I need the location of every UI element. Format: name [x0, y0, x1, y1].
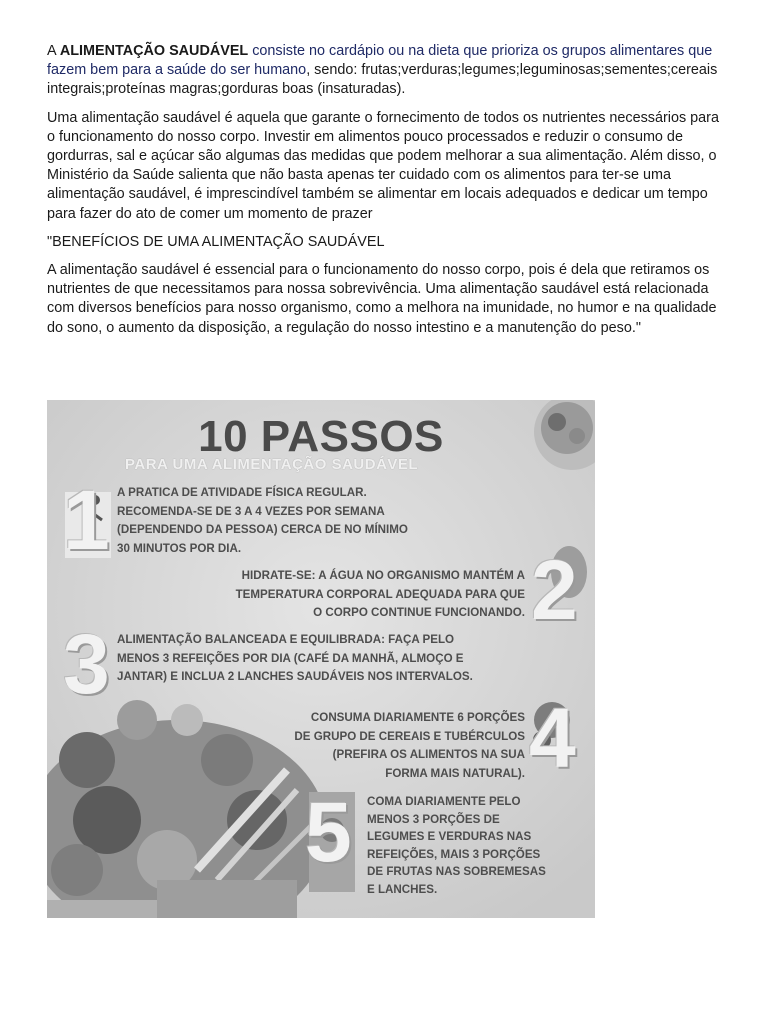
intro-bold-term: ALIMENTAÇÃO SAUDÁVEL — [59, 43, 249, 59]
step-5-line: MENOS 3 PORÇÕES DE — [367, 812, 500, 826]
step-3-line: JANTAR) E INCLUA 2 LANCHES SAUDÁVEIS NOS INTERVALOS. — [117, 670, 473, 683]
step-4-line: CONSUMA DIARIAMENTE 6 PORÇÕES — [310, 711, 525, 724]
step-3-text — [117, 631, 473, 687]
infographic-subtitle: PARA UMA ALIMENTAÇÃO SAUDÁVEL — [125, 456, 419, 473]
intro-prefix: A — [47, 43, 60, 59]
step-4-line: FORMA MAIS NATURAL). — [385, 766, 525, 780]
step-4-line: DE GRUPO DE CEREAIS E TUBÉRCULOS — [294, 729, 525, 743]
step-1-text — [117, 484, 408, 558]
intro-rest: , sendo: frutas;verduras;legumes;leguminosas;sementes;cereais integrais;proteínas magras;gorduras boas (insaturadas). — [47, 62, 718, 98]
step-2-line: HIDRATE-SE: A ÁGUA NO ORGANISMO MANTÉM A — [241, 569, 525, 582]
step-5-line: REFEIÇÕES, MAIS 3 PORÇÕES — [367, 847, 541, 861]
step-2-line: O CORPO CONTINUE FUNCIONANDO. — [313, 606, 525, 619]
step-5-line: E LANCHES. — [367, 882, 438, 896]
step-2-line: TEMPERATURA CORPORAL ADEQUADA PARA QUE — [235, 587, 525, 601]
paragraph-benefits: A alimentação saudável é essencial para o funcionamento do nosso corpo, pois é dela que retiramos os nutrientes de que necessitamos para nossa sobrevivência. Uma alimentação saudável está relacionada com diversos benefícios para nosso organismo, como a melhora na imunidade, no humor e na qualidade do sono, o aumento da disposição, a regulação do nosso intestino e a manutenção do peso." — [47, 262, 717, 336]
step-1-line: A PRATICA DE ATIVIDADE FÍSICA REGULAR. — [117, 486, 367, 499]
step-3-line: MENOS 3 REFEIÇÕES POR DIA (CAFÉ DA MANHÃ, ALMOÇO E — [117, 651, 464, 665]
step-5-line: LEGUMES E VERDURAS NAS — [367, 830, 532, 843]
step-1-line: 30 MINUTOS POR DIA. — [117, 541, 242, 555]
step-1-line: (DEPENDENDO DA PESSOA) CERCA DE NO MÍNIMO — [117, 523, 408, 536]
infographic-title: 10 PASSOS — [198, 412, 444, 461]
step-4-line: (PREFIRA OS ALIMENTOS NA SUA — [332, 748, 525, 761]
step-5-line: DE FRUTAS NAS SOBREMESAS — [367, 865, 546, 878]
step-number-5: 5 — [305, 785, 352, 879]
step-4-text — [294, 709, 525, 783]
step-number-1: 1 — [63, 473, 110, 567]
step-number-4: 4 — [529, 691, 576, 785]
step-number-3: 3 — [63, 617, 110, 711]
infographic-10-passos — [47, 400, 595, 918]
step-number-2: 2 — [531, 543, 578, 637]
paragraph-healthy-diet: Uma alimentação saudável é aquela que garante o fornecimento de todos os nutrientes necessários para o funcionamento do nosso corpo. Investir em alimentos pouco processados e reduzir o consumo de gordurras, sal e açúcar são algumas das medidas que podem melhorar a sua alimentação. Além disso, o Ministério da Saúde salienta que não basta apenas ter cuidado com os alimentos para ter-se uma alimentação saudável, é imprescindível também se alimentar em locais adequados e dedicar um tempo para fazer do ato de comer um momento de prazer — [47, 109, 719, 222]
step-3-line: ALIMENTAÇÃO BALANCEADA E EQUILIBRADA: FAÇA PELO — [117, 633, 455, 646]
document-body — [47, 42, 727, 347]
intro-paragraph — [47, 42, 727, 100]
step-5-text — [367, 793, 546, 898]
step-2-text — [236, 567, 525, 623]
step-5-line: COMA DIARIAMENTE PELO — [367, 795, 521, 808]
intro-highlight: consiste no cardápio ou na dieta que prioriza os grupos alimentares que fazem bem para a saúde do ser humano — [47, 43, 713, 79]
step-1-line: RECOMENDA-SE DE 3 A 4 VEZES POR SEMANA — [117, 504, 385, 518]
benefits-heading: "BENEFÍCIOS DE UMA ALIMENTAÇÃO SAUDÁVEL — [47, 233, 385, 250]
